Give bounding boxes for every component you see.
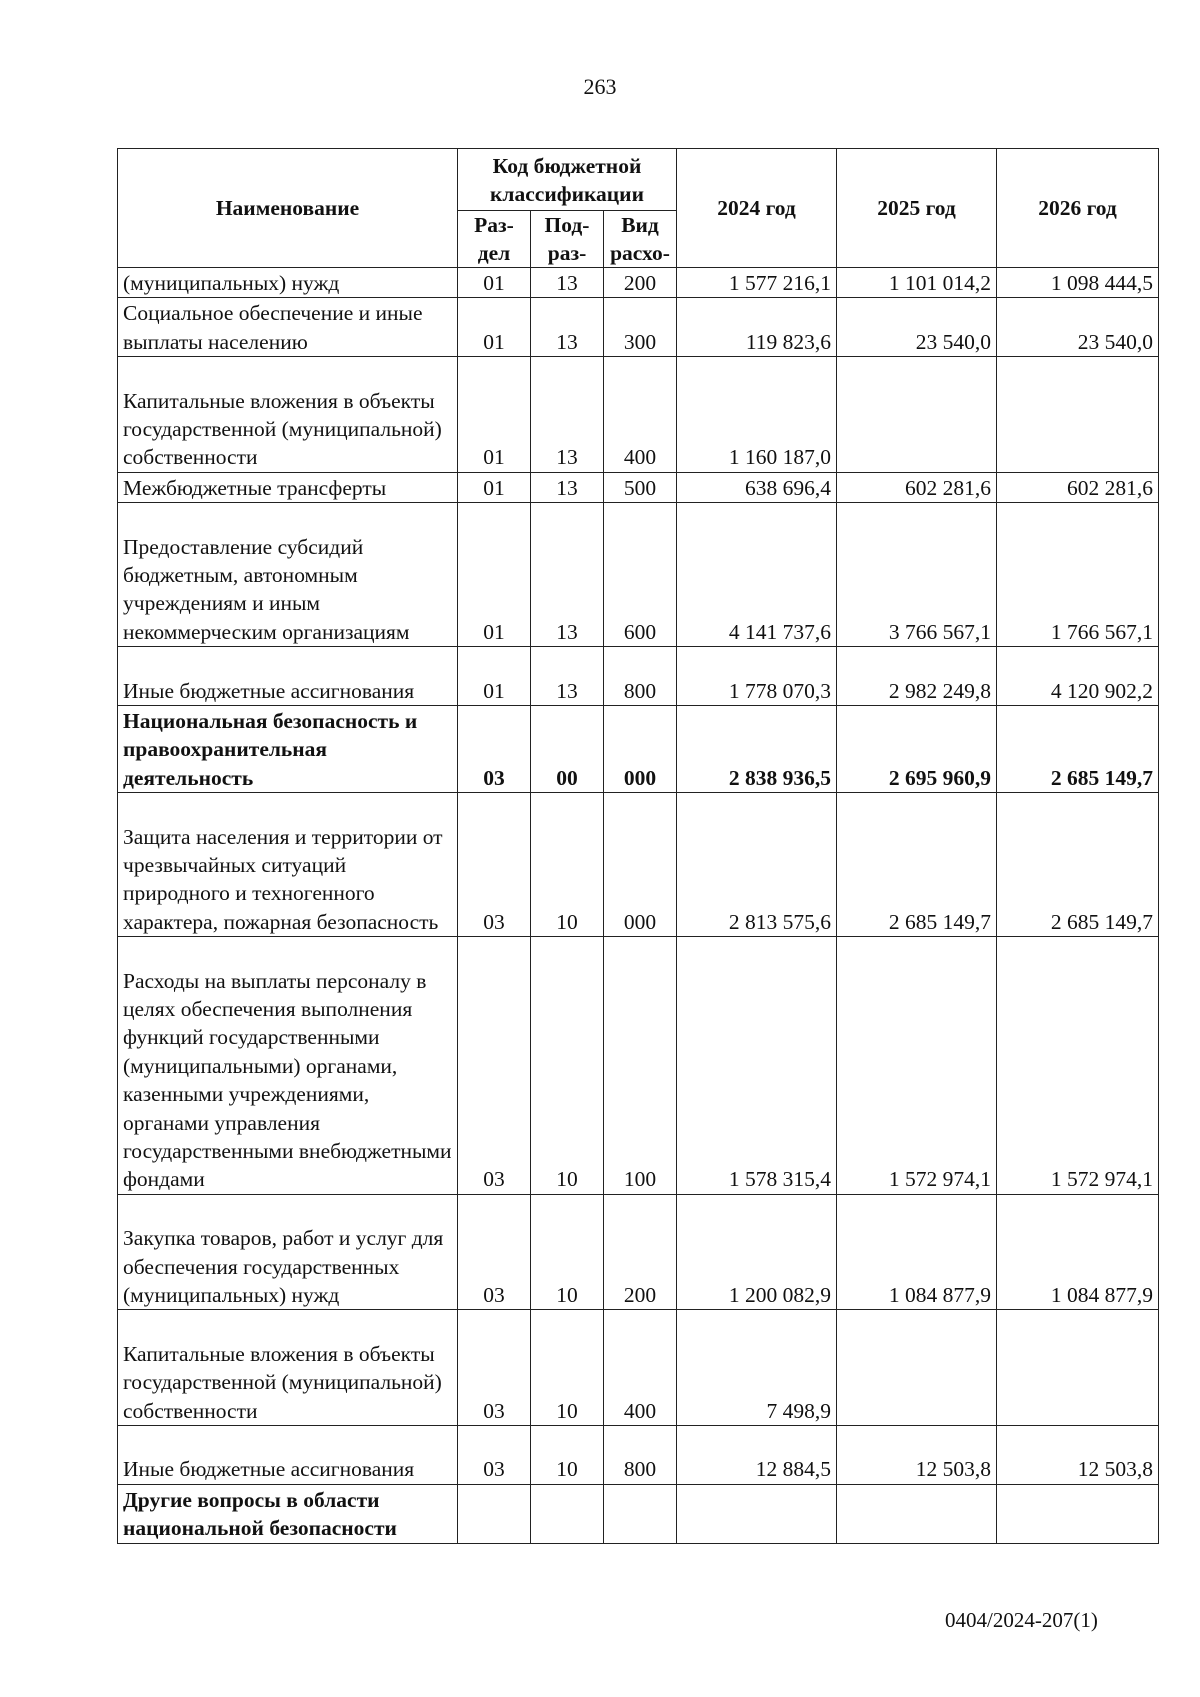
row-vid: 800 [604, 1425, 677, 1484]
header-vid: Вид расхо- [604, 211, 677, 268]
row-2026: 602 281,6 [997, 472, 1159, 502]
row-2025: 2 685 149,7 [837, 793, 997, 937]
row-2024: 12 884,5 [677, 1425, 837, 1484]
row-vid: 000 [604, 793, 677, 937]
table-row [118, 705, 1159, 792]
header-2024: 2024 год [677, 149, 837, 268]
table-row [118, 357, 1159, 473]
row-2026: 2 685 149,7 [997, 705, 1159, 792]
row-razdel: 03 [458, 793, 531, 937]
row-vid: 500 [604, 472, 677, 502]
row-podrazdel: 00 [531, 705, 604, 792]
row-vid: 200 [604, 1194, 677, 1310]
row-podrazdel: 10 [531, 1310, 604, 1426]
row-name: (муниципальных) нужд [118, 268, 458, 298]
table-row [118, 937, 1159, 1195]
row-2026: 4 120 902,2 [997, 647, 1159, 706]
row-podrazdel: 13 [531, 647, 604, 706]
table-row [118, 793, 1159, 937]
row-podrazdel: 13 [531, 503, 604, 647]
row-vid: 300 [604, 298, 677, 357]
table-row [118, 1310, 1159, 1426]
row-vid: 100 [604, 937, 677, 1195]
row-2025: 1 572 974,1 [837, 937, 997, 1195]
row-2026: 1 766 567,1 [997, 503, 1159, 647]
row-2025: 12 503,8 [837, 1425, 997, 1484]
row-vid: 600 [604, 503, 677, 647]
row-podrazdel [531, 1484, 604, 1543]
header-name: Наименование [118, 149, 458, 268]
row-2025: 1 084 877,9 [837, 1194, 997, 1310]
row-name: Иные бюджетные ассигнования [118, 647, 458, 706]
row-2026 [997, 1484, 1159, 1543]
row-name: Межбюджетные трансферты [118, 472, 458, 502]
row-2024: 638 696,4 [677, 472, 837, 502]
row-name: Капитальные вложения в объекты государственной (муниципальной) собственности [118, 357, 458, 473]
row-razdel: 01 [458, 268, 531, 298]
header-razdel: Раз-дел [458, 211, 531, 268]
row-podrazdel: 13 [531, 298, 604, 357]
header-code-group: Код бюджетной классификации [458, 149, 677, 211]
row-podrazdel: 13 [531, 472, 604, 502]
row-name: Национальная безопасность и правоохранительная деятельность [118, 705, 458, 792]
page-number: 263 [583, 74, 617, 99]
row-2026: 1 098 444,5 [997, 268, 1159, 298]
row-podrazdel: 13 [531, 357, 604, 473]
row-2024: 2 838 936,5 [677, 705, 837, 792]
row-2025: 2 982 249,8 [837, 647, 997, 706]
row-2026: 23 540,0 [997, 298, 1159, 357]
row-podrazdel: 10 [531, 937, 604, 1195]
row-name: Предоставление субсидий бюджетным, автономным учреждениям и иным некоммерческим организациям [118, 503, 458, 647]
table-row [118, 472, 1159, 502]
row-vid: 400 [604, 1310, 677, 1426]
row-razdel: 03 [458, 1194, 531, 1310]
row-name: Социальное обеспечение и иные выплаты населению [118, 298, 458, 357]
row-2024: 119 823,6 [677, 298, 837, 357]
row-podrazdel: 10 [531, 1425, 604, 1484]
table-row [118, 1484, 1159, 1543]
row-razdel [458, 1484, 531, 1543]
table-row [118, 503, 1159, 647]
row-2026 [997, 357, 1159, 473]
row-vid [604, 1484, 677, 1543]
row-2024: 1 778 070,3 [677, 647, 837, 706]
row-razdel: 01 [458, 357, 531, 473]
row-razdel: 03 [458, 937, 531, 1195]
row-2026 [997, 1310, 1159, 1426]
row-razdel: 01 [458, 503, 531, 647]
row-2024: 1 577 216,1 [677, 268, 837, 298]
row-2024 [677, 1484, 837, 1543]
row-2024: 1 160 187,0 [677, 357, 837, 473]
table-row [118, 647, 1159, 706]
row-2026: 1 572 974,1 [997, 937, 1159, 1195]
row-razdel: 01 [458, 647, 531, 706]
row-razdel: 03 [458, 705, 531, 792]
row-2025 [837, 1484, 997, 1543]
table-row [118, 298, 1159, 357]
row-name: Защита населения и территории от чрезвычайных ситуаций природного и техногенного характера, пожарная безопасность [118, 793, 458, 937]
row-2025 [837, 357, 997, 473]
row-razdel: 01 [458, 298, 531, 357]
table-body [118, 268, 1159, 1544]
row-podrazdel: 10 [531, 793, 604, 937]
row-2026: 2 685 149,7 [997, 793, 1159, 937]
row-vid: 200 [604, 268, 677, 298]
row-2024: 1 578 315,4 [677, 937, 837, 1195]
header-2025: 2025 год [837, 149, 997, 268]
row-podrazdel: 10 [531, 1194, 604, 1310]
row-razdel: 03 [458, 1425, 531, 1484]
document-id: 0404/2024-207(1) [945, 1608, 1098, 1632]
header-2026: 2026 год [997, 149, 1159, 268]
table-row [118, 1194, 1159, 1310]
row-name: Закупка товаров, работ и услуг для обеспечения государственных (муниципальных) нужд [118, 1194, 458, 1310]
row-name: Другие вопросы в области национальной безопасности [118, 1484, 458, 1543]
table-row [118, 268, 1159, 298]
row-2025: 23 540,0 [837, 298, 997, 357]
row-2024: 4 141 737,6 [677, 503, 837, 647]
row-razdel: 01 [458, 472, 531, 502]
row-vid: 000 [604, 705, 677, 792]
row-name: Расходы на выплаты персоналу в целях обеспечения выполнения функций государственными (муниципальными) органами, казенными учреждениями, органами управления государственными внебюджетными фондами [118, 937, 458, 1195]
row-2024: 1 200 082,9 [677, 1194, 837, 1310]
row-razdel: 03 [458, 1310, 531, 1426]
row-2025: 2 695 960,9 [837, 705, 997, 792]
row-podrazdel: 13 [531, 268, 604, 298]
row-2025: 602 281,6 [837, 472, 997, 502]
row-2025 [837, 1310, 997, 1426]
row-2026: 12 503,8 [997, 1425, 1159, 1484]
row-2024: 7 498,9 [677, 1310, 837, 1426]
row-2024: 2 813 575,6 [677, 793, 837, 937]
row-2025: 1 101 014,2 [837, 268, 997, 298]
row-name: Капитальные вложения в объекты государственной (муниципальной) собственности [118, 1310, 458, 1426]
row-vid: 800 [604, 647, 677, 706]
row-name: Иные бюджетные ассигнования [118, 1425, 458, 1484]
row-2025: 3 766 567,1 [837, 503, 997, 647]
row-2026: 1 084 877,9 [997, 1194, 1159, 1310]
row-vid: 400 [604, 357, 677, 473]
table-row [118, 1425, 1159, 1484]
budget-table [117, 148, 1159, 1544]
header-podrazdel: Под-раз- [531, 211, 604, 268]
